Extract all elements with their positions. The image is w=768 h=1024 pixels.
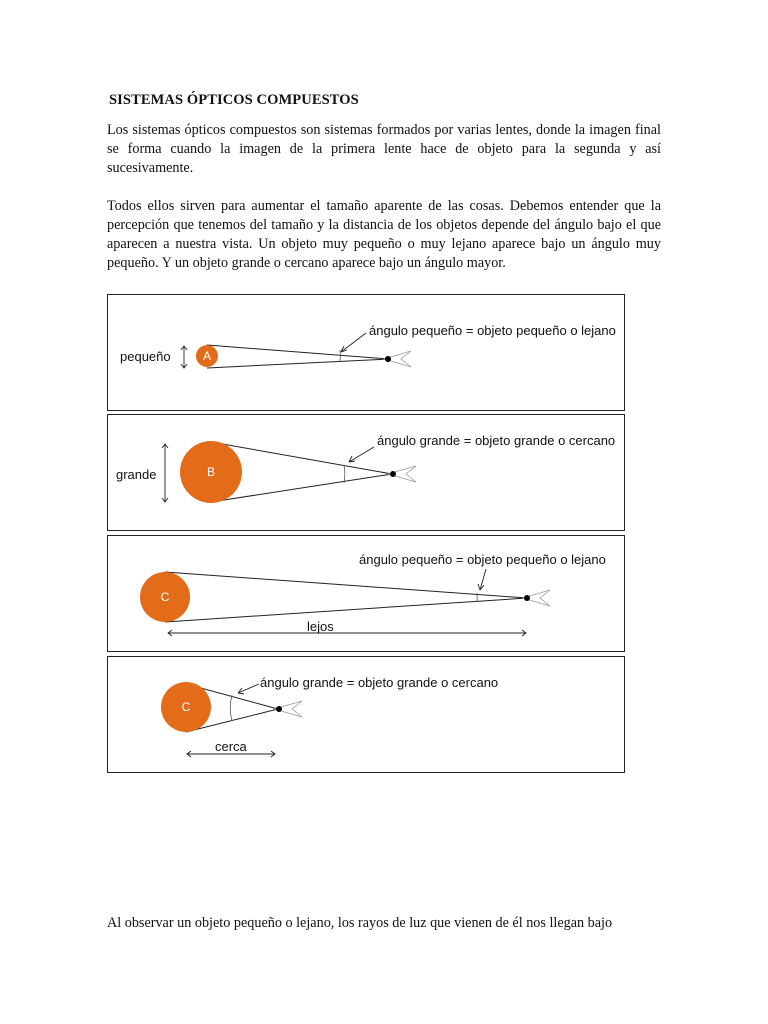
distance-label: lejos [307,619,334,634]
page-title: SISTEMAS ÓPTICOS COMPUESTOS [109,92,359,108]
size-label: grande [116,467,157,482]
diagram-panel-small-object [107,294,625,411]
object-a-label: A [202,349,212,363]
eye-pupil [390,471,396,477]
object-c-label: C [181,700,191,714]
eye-pupil [385,356,391,362]
paragraph-observation: Al observar un objeto pequeño o lejano, los rayos de luz que vienen de él nos llegan bajo [107,915,613,931]
diagram-panel-far-object [107,535,625,652]
eye-pupil [524,595,530,601]
angle-caption: ángulo pequeño = objeto pequeño o lejano [359,552,606,567]
size-label: pequeño [120,349,171,364]
object-b-label: B [206,465,216,479]
paragraph-angle: Todos ellos sirven para aumentar el tamaño aparente de las cosas. Debemos entender que la percepción que tenemos del tamaño y la distancia de los objetos depende del ángulo bajo el que aparecen a nuestra vista. Un objeto muy pequeño o muy lejano aparece bajo un ángulo muy pequeño. Y un objeto grande o cercano aparece bajo un ángulo mayor. [107,198,661,271]
paragraph-intro: Los sistemas ópticos compuestos son sistemas formados por varias lentes, donde la imagen final se forma cuando la imagen de la primera lente hace de objeto para la segunda y así sucesivamente. [107,122,661,176]
object-c-label: C [160,590,170,604]
eye-pupil [276,706,282,712]
distance-label: cerca [215,739,247,754]
angle-caption: ángulo grande = objeto grande o cercano [260,675,499,690]
angle-caption: ángulo grande = objeto grande o cercano [377,433,616,448]
diagram-panel-near-object [107,656,625,773]
angle-caption: ángulo pequeño = objeto pequeño o lejano [369,323,616,338]
diagram-panel-large-object [107,414,625,531]
